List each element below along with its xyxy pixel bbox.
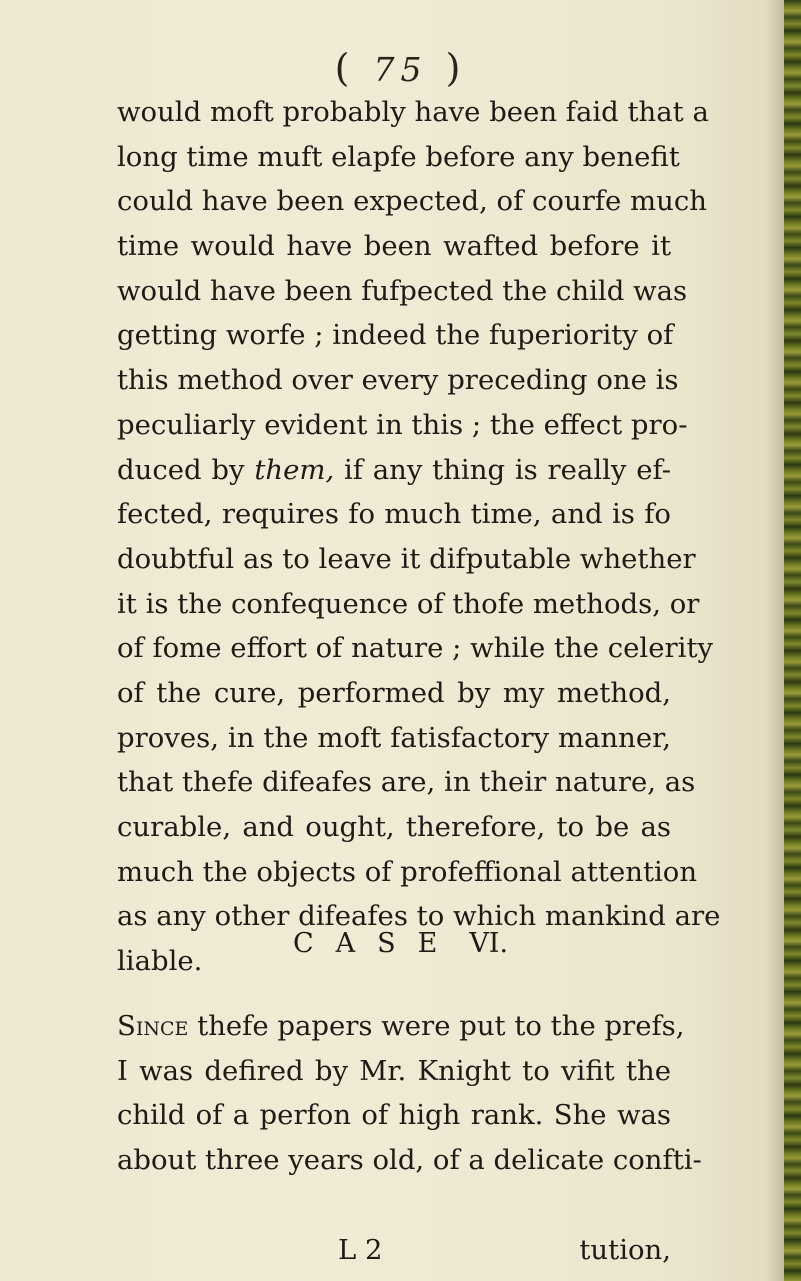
- paragraph-2: [117, 1004, 702, 1183]
- case-heading-word: CASE: [292, 928, 460, 959]
- text-line: liable.: [117, 945, 203, 978]
- text-line: getting worfe ; indeed the fuperiority of: [117, 319, 674, 352]
- text-line: would have been fufpected the child was: [117, 274, 688, 307]
- text-line: child of a perfon of high rank. She was: [117, 1099, 671, 1132]
- text-segment: if any thing is really ef-: [343, 453, 672, 486]
- header-open-paren: (: [334, 46, 356, 90]
- text-line: long time muft elapfe before any benefit: [117, 140, 680, 173]
- italic-word: them,: [254, 453, 335, 486]
- text-segment: thefe papers were put to the prefs,: [197, 1010, 685, 1042]
- text-line: doubtful as to leave it difputable whether: [117, 542, 696, 575]
- text-line: I was defired by Mr. Knight to vifit the: [117, 1054, 671, 1087]
- page-footer: [117, 1228, 671, 1273]
- case-heading: [0, 922, 801, 966]
- binding-edge: [784, 0, 801, 1281]
- drop-word: Since: [117, 1010, 189, 1042]
- text-line: that thefe difeafes are, in their nature, as: [117, 766, 696, 799]
- header-close-paren: ): [445, 46, 467, 90]
- text-line: much the objects of profeffional attention: [117, 855, 698, 888]
- text-line: this method over every preceding one is: [117, 364, 679, 397]
- text-line: as any other difeafes to which mankind are: [117, 900, 721, 933]
- page-number: 75: [373, 50, 428, 89]
- case-heading-numeral: VI.: [469, 928, 509, 959]
- text-line: proves, in the moft fatisfactory manner,: [117, 721, 671, 754]
- text-line: it is the confequence of thofe methods, or: [117, 587, 700, 620]
- text-line: of fome effort of nature ; while the celerity: [117, 632, 714, 665]
- text-segment: duced by: [117, 453, 245, 486]
- text-line-mixed: [117, 448, 671, 493]
- text-line: time would have been wafted before it: [117, 230, 671, 263]
- paragraph-1: [117, 90, 721, 984]
- text-line: curable, and ought, therefore, to be as: [117, 811, 671, 843]
- catchword: tution,: [579, 1234, 671, 1266]
- text-line: of the cure, performed by my method,: [117, 676, 671, 709]
- page-edge-shadow: [766, 0, 784, 1281]
- text-line: peculiarly evident in this ; the effect pro-: [117, 408, 688, 441]
- page-header: [0, 46, 801, 90]
- text-line-first: [117, 1004, 685, 1049]
- text-line: could have been expected, of courfe much: [117, 185, 707, 218]
- text-line: would moft probably have been faid that a: [117, 96, 709, 128]
- signature-mark: L 2: [338, 1234, 383, 1266]
- text-line: fected, requires fo much time, and is fo: [117, 498, 671, 531]
- text-line: about three years old, of a delicate confti-: [117, 1144, 702, 1177]
